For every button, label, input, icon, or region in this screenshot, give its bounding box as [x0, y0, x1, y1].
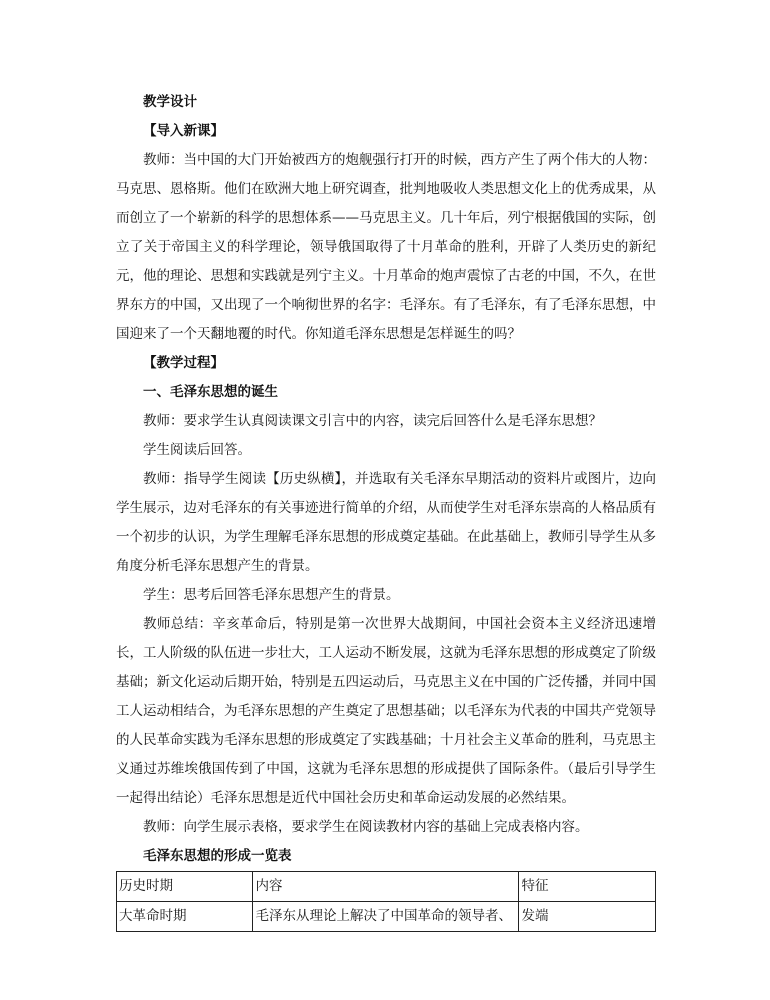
table-header-cell: 特征: [519, 872, 656, 902]
paragraph-6: 教师：向学生展示表格，要求学生在阅读教材内容的基础上完成表格内容。: [143, 819, 589, 835]
table-header-cell: 历史时期: [117, 872, 253, 902]
table-title: 毛泽东思想的形成一览表: [143, 848, 292, 864]
subheading-birth: 一、毛泽东思想的诞生: [143, 384, 278, 400]
paragraph-5: 教师总结：辛亥革命后，特别是第一次世界大战期间，中国社会资本主义经济迅速增长，工人阶级的队伍进一步壮大，工人运动不断发展，这就为毛泽东思想的形成奠定了阶级基础；新文化运动后期开始，特别是五四运动后，马克思主义在中国的广泛传播，并同中国工人运动相结合，为毛泽东思想的产生奠定了思想基础；以毛泽东为代表的中国共产党领导的人民革命实践为毛泽东思想的形成奠定了实践基础；十月社会主义革命的胜利，马克思主义通过苏维埃俄国传到了中国，这就为毛泽东思想的形成提供了国际条件。（最后引导学生一起得出结论）毛泽东思想是近代中国社会历史和革命运动发展的必然结果。: [116, 616, 656, 806]
table-cell: 毛泽东从理论上解决了中国革命的领导者、: [253, 902, 519, 932]
paragraph-2: 学生阅读后回答。: [143, 442, 251, 458]
formation-table: [116, 871, 656, 932]
section-process-heading: 【教学过程】: [143, 355, 224, 371]
section-intro-heading: 【导入新课】: [143, 123, 224, 139]
table-cell: 发端: [519, 902, 656, 932]
table-cell: 大革命时期: [117, 902, 253, 932]
document-body: [116, 88, 656, 932]
paragraph-1: 教师：要求学生认真阅读课文引言中的内容，读完后回答什么是毛泽东思想？: [143, 413, 602, 429]
table-row: [117, 902, 656, 932]
paragraph-3: 教师：指导学生阅读【历史纵横】，并选取有关毛泽东早期活动的资料片或图片，边向学生展示，边对毛泽东的有关事迹进行简单的介绍，从而使学生对毛泽东崇高的人格品质有一个初步的认识，为学生理解毛泽东思想的形成奠定基础。在此基础上，教师引导学生从多角度分析毛泽东思想产生的背景。: [116, 471, 656, 574]
doc-title: 教学设计: [143, 94, 197, 110]
table-header-row: [117, 872, 656, 902]
paragraph-4: 学生：思考后回答毛泽东思想产生的背景。: [143, 587, 400, 603]
table-header-cell: 内容: [253, 872, 519, 902]
intro-paragraph: 教师：当中国的大门开始被西方的炮舰强行打开的时候，西方产生了两个伟大的人物：马克思、恩格斯。他们在欧洲大地上研究调查，批判地吸收人类思想文化上的优秀成果，从而创立了一个崭新的科学的思想体系——马克思主义。几十年后，列宁根据俄国的实际，创立了关于帝国主义的科学理论，领导俄国取得了十月革命的胜利，开辟了人类历史的新纪元，他的理论、思想和实践就是列宁主义。十月革命的炮声震惊了古老的中国，不久，在世界东方的中国，又出现了一个响彻世界的名字：毛泽东。有了毛泽东，有了毛泽东思想，中国迎来了一个天翻地覆的时代。你知道毛泽东思想是怎样诞生的吗？: [116, 152, 656, 342]
